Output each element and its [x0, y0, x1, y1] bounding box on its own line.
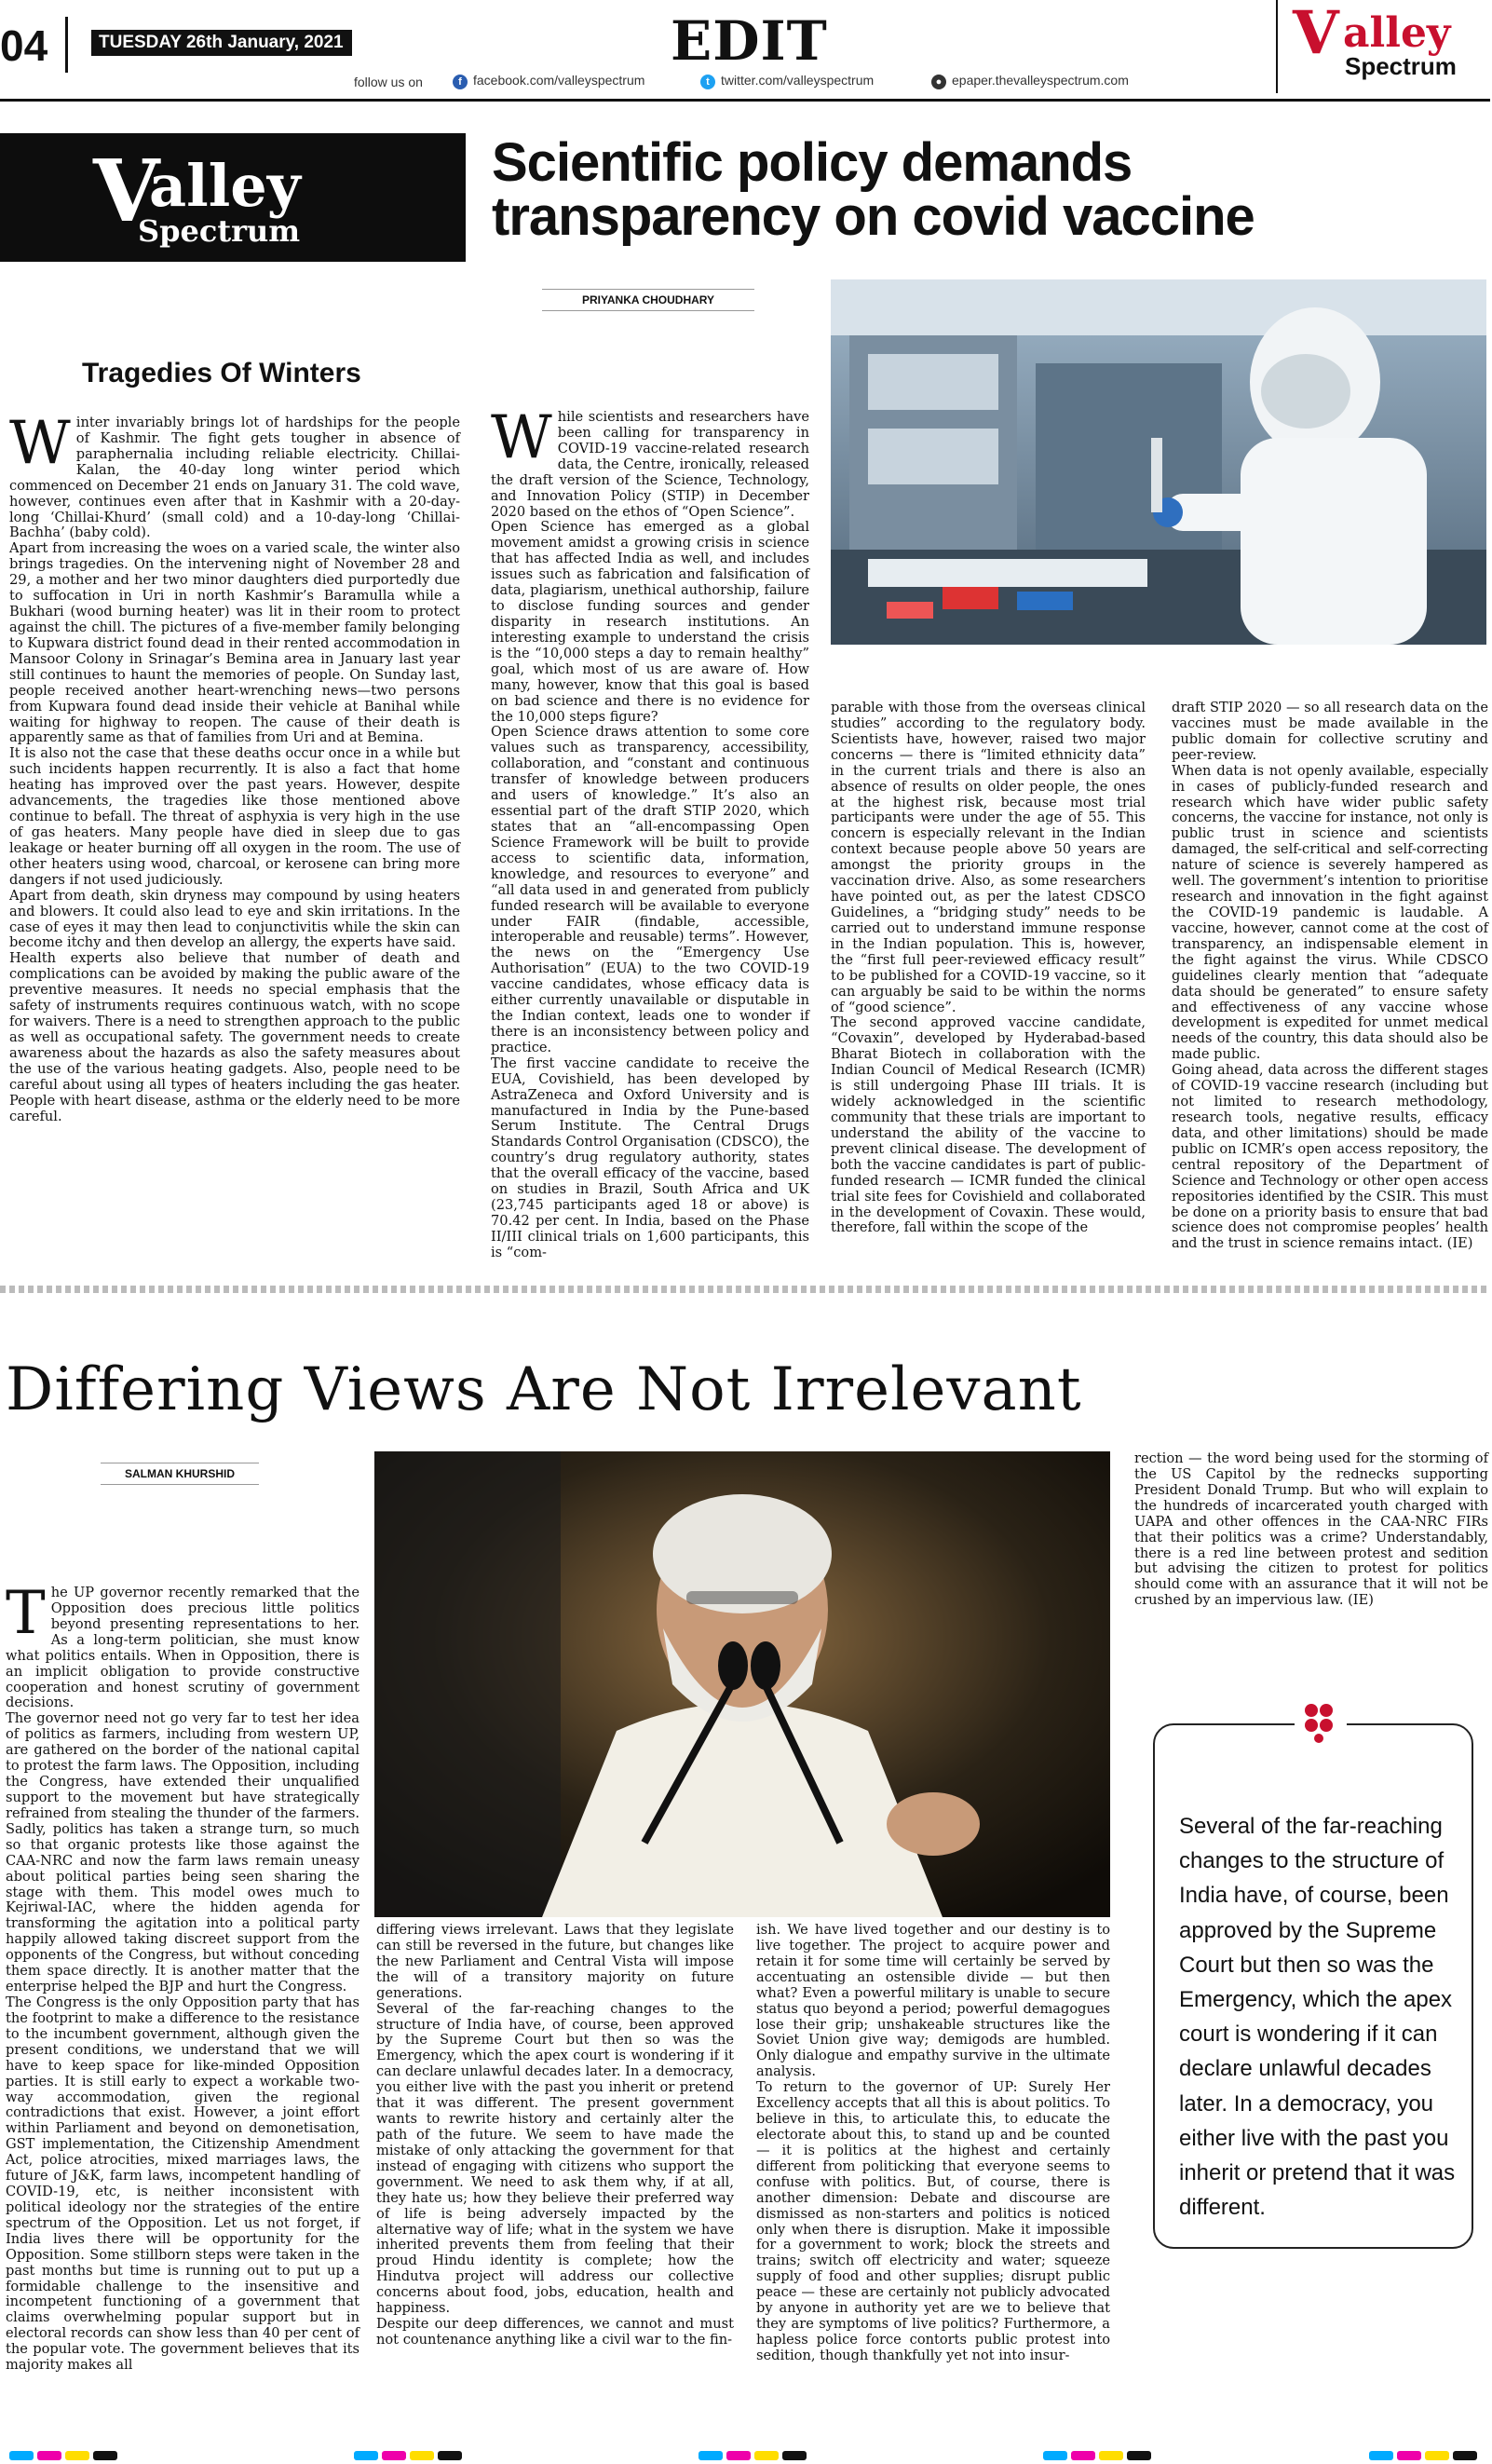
header-rule	[0, 99, 1490, 102]
article2-column-2: differing views irrelevant. Laws that they legislate can still be reversed in the future, but changes like the new Parliament and Central Vista will impose the will of a transitory majority on future generations. Several of the far-reaching changes to the structure of India have, of course, been approved by the Supreme Court but then so was the Emergency, which the apex court is wondering if it can declare unlawful decades later. In a democracy, you either live with the past you inherit or pretend that it was different. The present government wants to rewrite history and certainly alter the path of the future. We seem to have made the mistake of only attacking the government for that instead of engaging with citizens who support the government. We need to ask them why, if at all, they hate us; how they believe their preferred way of life is being adversely impacted by the alternative way of life; what in the system we have inherited prevents them from feeling that their proud Hindu identity is complete; how the Hindutva project will address our collective concerns about food, jobs, education, health and happiness. Despite our deep differences, we cannot and must not countenance anything like a civil war to the fin-	[376, 1922, 734, 2348]
lab-photo	[831, 279, 1486, 645]
epaper-link[interactable]: ● epaper.thevalleyspectrum.com	[931, 73, 1129, 89]
article2-headline: Differing Views Are Not Irrelevant	[6, 1355, 1082, 1424]
dropcap: W	[9, 409, 71, 478]
pull-quote	[1153, 1723, 1473, 2249]
article1-byline: PRIYANKA CHOUDHARY	[542, 289, 754, 311]
masthead-logo: V alley Spectrum	[1276, 0, 1492, 93]
article1-column-1: W hile scientists and researchers have been calling for transparency in COVID-19 vaccine-related research data, the Centre, ironically, released the draft version of the Science, Technology, and Innovation Policy (STIP) in December 2020 based on the ethos of “Open Science”. Open Science has emerged as a global movement amidst a growing crisis in science that has affected India as well, and includes issues such as fabrication and falsification of data, plagiarism, unethical authorship, failure to disclose funding sources and gender disparity in research institutions. An interesting example to understand the crisis is the “10,000 steps a day to remain healthy” goal, which most of us are aware of. How many, however, know that this goal is based on bad science and there is no evidence for the 10,000 steps figure? Open Science draws attention to some core values such as transparency, accessibility, collaboration, and “constant and continuous transfer of knowledge between producers and users of knowledge.” It’s also an essential part of the draft STIP 2020, which states that an “all-encompassing Open Science Framework will be built to provide access to scientific data, information, knowledge, and resources to everyone” and “all data used in and generated from publicly funded research will be available to everyone under FAIR (findable, accessible, interoperable and reusable) terms”. However, the news on the “Emergency Use Authorisation” (EUA) to the two COVID-19 vaccine candidates, whose efficacy data is either currently unavailable or disputable in the Indian context, leads one to wonder if there is an inconsistency between policy and practice. The first vaccine candidate to receive the EUA, Covishield, has been developed by AstraZeneca and Oxford University and is manufactured in India by the Pune-based Serum Institute. The Central Drugs Standards Control Organisation (CDSCO), the country’s drug regulatory authority, states that the overall efficacy of the vaccine, based on studies in Brazil, South Africa and UK (23,745 participants aged 18 or above) is 70.42 per cent. In India, based on the Phase II/III clinical trials on 1,600 participants, this is “com-	[491, 403, 809, 1260]
editorial-title: Tragedies Of Winters	[82, 358, 361, 388]
section-title: EDIT	[671, 9, 828, 73]
article2-column-3: ish. We have lived together and our destiny is to live together. The project to acquire power and retain it for some time will certainly be served by accentuating an ostensible divide — but then what? Even a powerful military is unable to secure status quo beyond a period; powerful demagogues lose their grip; unshakeable structures like the Soviet Union give way; demigods are humbled. Only dialogue and empathy survive in the ultimate analysis. To return to the governor of UP: Surely Her Excellency accepts that all this is about politics. To believe in this, to articulate this, to educate the electorate about this, to stand up and be counted — it is politics at the highest and certainly different from politicking that everyone seems to confuse with politics. But, of course, there is another dimension: Debate and discourse are dismissed as non-starters and politics is noticed only when there is disruption. Make it impossible for a government to work; block the streets and trains; switch off electricity and water; squeeze supply of food and other supplies; disrupt public peace — these are certainly not publicly advocated by anyone in authority yet are we to believe that they are symptoms of live politics? Furthermore, a hapless police force contorts public protest into sedition, though thankfully yet not into insur-	[756, 1922, 1110, 2363]
article2-column-1: T he UP governor recently remarked that the Opposition does precious little politics beyond presenting representations to her. As a long-term politician, she must know what politics entails. When in Opposition, there is an implicit obligation to provide constructive cooperation and honest scrutiny of government decisions. The governor need not go very far to test her idea of politics as farmers, including from western UP, are gathered on the border of the national capital to protest the farm laws. The Opposition, including the Congress, have extended their unqualified support to the movement but have strategically refrained from stealing the thunder of the farmers. Sadly, politics has taken a strange turn, so much so that organic protests like those against the CAA-NRC and now the farm laws remain uneasy about political parties being seen sharing the stage with them. This model owes much to Kejriwal-IAC, where the hidden agenda for transforming the agitation into a political party happily allowed taking discreet support from the opponents of the Congress, but without conceding them space directly. It is another matter that the enterprise helped the BJP and hurt the Congress. The Congress is the only Opposition party that has the footprint to make a difference to the resistance to the incumbent government, although given the present conditions, we understand that we will have to keep space for like-minded Opposition parties. It is still early to expect a workable two-way accommodation, given the regional contradictions that exist. However, a joint effort within Parliament and beyond on demonetisation, GST implementation, the Citizenship Amendment Act, police atrocities, mixed marriages laws, the future of J&K, farm laws, incompetent handling of COVID-19, etc, is neither inconsistent with political ideology nor the strategies of the entire spectrum of the Opposition. Let us not forget, if India lives there will be opportunity for the Opposition. Some stillborn steps were taken in the past months but time is running out to put up a formidable challenge to the insensitive and incompetent functioning of a government that claims overwhelming popular support but in electoral records can show less than 40 per cent of the popular vote. The government believes that its majority makes all	[6, 1579, 359, 2374]
globe-icon: ●	[931, 75, 946, 89]
section-divider	[0, 1286, 1490, 1293]
article2-column-4: rection — the word being used for the storming of the US Capitol by the rednecks supporting President Donald Trump. But who will explain to the hundreds of incarcerated youth charged with UAPA and other offences in the CAA-NRC FIRs that their politics was a crime? Understandably, there is a red line between protest and sedition but advising the citizen to protest for politics should come with an assurance that it will not be crushed by an impervious law. (IE)	[1134, 1450, 1488, 1609]
dropcap: W	[491, 403, 552, 472]
twitter-link[interactable]: t twitter.com/valleyspectrum	[700, 73, 874, 89]
twitter-icon: t	[700, 75, 715, 89]
article1-column-3: draft STIP 2020 — so all research data on the vaccines must be made available in the public domain for collective scrutiny and peer-review. When data is not openly available, especially in cases of publicly-funded research and research which have wider public safety concerns, the vaccine for instance, not only is public trust in science and scientists damaged, the self-critical and self-correcting nature of science is severely hampered as well. The government’s intention to prioritise research and innovation in the fight against the COVID-19 pandemic is laudable. A vaccine, however, cannot come at the cost of transparency, an indispensable element in the fight against the virus. While CDSCO guidelines clearly mention that “adequate data should be generated” to ensure safety and effectiveness of any vaccine whose development is expedited for unmet medical needs of the country, this data should also be made public. Going ahead, data across the different stages of COVID-19 vaccine research (including but not limited to research methodology, research tools, negative results, efficacy data, and other limitations) should be made public on ICMR’s open access repository, the central repository of the Department of Science and Technology or other open access repositories identified by the CSIR. This must be done on a priority basis to ensure that bad science does not compromise peoples’ health and the trust in science remains intact. (IE)	[1172, 700, 1488, 1252]
editorial-column: W inter invariably brings lot of hardships for the people of Kashmir. The fight gets tougher in absence of paraphernalia including reliable electricity. Chillai-Kalan, the 40-day long winter period which commenced on December 21 ends on January 31. The cold wave, however, continues even after that in Kashmir with a 20-day-long ‘Chillai-Khurd’ (small cold) and a 10-day-long ‘Chillai-Bachha’ (baby cold). Apart from increasing the woes on a varied scale, the winter also brings tragedies. On the intervening night of November 28 and 29, a mother and her two minor daughters died purportedly due to suffocation in Uri in north Kashmir’s Baramulla while a Bukhari (wood burning heater) was lit in their room to protect against the chill. The pictures of a five-member family belonging to Kupwara district found dead in their rented accommodation in Mansoor Colony in Srinagar’s Bemina area in January last year still continues to haunt the memories of people. On Sunday last, people received another heart-wrenching news—two persons from Kupwara found dead inside their vehicle at Banihal while waiting for highway to reopen. The cause of their death is apparently same as that of families from Uri and at Bemina. It is also not the case that these deaths occur once in a while but such incidents happen recurrently. It is also a fact that home heating has improved over the past years. However, despite advancements, the tragedies like those mentioned above continue to befall. The threat of asphyxia is very high in the use of gas heaters. Many people have died in sleep due to gas leakage or heater burning off all oxygen in the room. The use of other heaters using wood, charcoal, or kerosene can bring more dangers if not used judiciously. Apart from death, skin dryness may compound by using heaters and blowers. It could also lead to eye and skin irritations. In the case of eyes it may then lead to conjunctivitis while the skin can become itchy and then develop an allergy, the experts have said. Health experts also believe that number of death and complications can be avoided by making the public aware of the preventive measures. It needs no special emphasis that the safety of instruments requires continuous watch, with no scope for waivers. There is a need to strengthen approach to the public as well as occupational safety. The government needs to create awareness about the hazards as also the safety measures about the use of the various heating gadgets. Also, people need to be careful about using all types of heaters including the gas heater. People with heart disease, asthma or the elderly need to be more careful.	[9, 409, 460, 1124]
dropcap: T	[6, 1579, 46, 1648]
article1-column-2: parable with those from the overseas clinical studies” according to the regulatory body. Scientists have, however, raised two major concerns — there is “limited ethnicity data” in the current trials and there is also an absence of results on older people, the ones at the highest risk, because most trial participants were under the age of 55. This concern is especially relevant in the Indian context because people above 50 years are amongst the priority groups in the vaccination drive. Also, as some researchers have pointed out, as per the latest CDSCO Guidelines, a “bridging study” needs to be carried out to understand immune response in the Indian population. This is, however, the “first full peer-reviewed efficacy result” to be published for a COVID-19 vaccine, so it can arguably be said to be within the norms of “good science”. The second approved vaccine candidate, “Covaxin”, developed by Hyderabad-based Bharat Biotech in collaboration with the Indian Council of Medical Research (ICMR) is still undergoing Phase III trials. It is widely acknowledged in the scientific community that these trials are important to understand the ability of the vaccine to prevent clinical disease. The development of both the vaccine candidates is part of public-funded research — ICMR funded the clinical trial site fees for Covishield and collaborated in the development of Covaxin. These would, therefore, fall within the scope of the	[831, 700, 1146, 1236]
registration-marks	[1043, 2446, 1155, 2464]
divider	[65, 17, 68, 73]
follow-label: follow us on	[354, 75, 423, 89]
article1-headline: Scientific policy demands transparency on covid vaccine	[492, 132, 1255, 247]
politician-photo	[374, 1451, 1110, 1917]
editorial-logo: V alley Spectrum	[0, 133, 466, 262]
registration-marks	[354, 2446, 466, 2464]
quote-mark-icon	[1295, 1701, 1347, 1744]
registration-marks	[9, 2446, 121, 2464]
pull-quote-text: Several of the far-reaching changes to the structure of India have, of course, been approved by the Supreme Court but then so was the Emergency, which the apex court is wondering if it can declare unlawful decades later. In a democracy, you either live with the past you inherit or pretend that it was different.	[1179, 1814, 1456, 2221]
date-bar: TUESDAY 26th January, 2021	[91, 30, 352, 56]
facebook-link[interactable]: f facebook.com/valleyspectrum	[453, 73, 644, 89]
registration-marks	[699, 2446, 810, 2464]
page-number: 04	[0, 21, 48, 70]
registration-marks	[1369, 2446, 1481, 2464]
article2-byline: SALMAN KHURSHID	[101, 1463, 259, 1485]
facebook-icon: f	[453, 75, 468, 89]
